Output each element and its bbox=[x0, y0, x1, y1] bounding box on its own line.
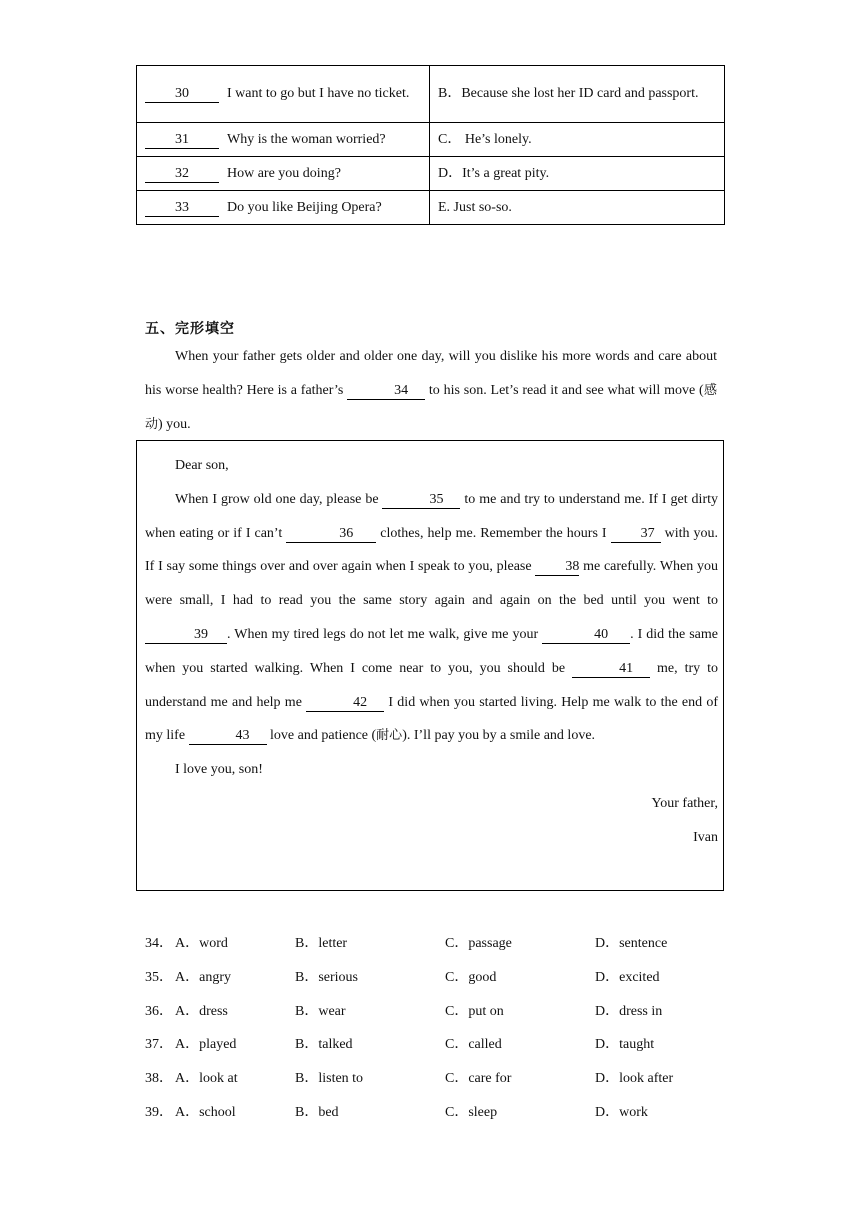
option-d[interactable]: D．dress in bbox=[595, 1003, 663, 1019]
blank-40[interactable]: 40 bbox=[542, 627, 630, 644]
option-d[interactable]: D．excited bbox=[595, 969, 660, 985]
option-d[interactable]: D．look after bbox=[595, 1071, 674, 1087]
cjk-gloss: 感动 bbox=[145, 383, 717, 432]
table-row bbox=[137, 123, 725, 157]
letter-text-run: . I did the same when you started walking. When I come near to you, you should be bbox=[145, 626, 718, 676]
option-b[interactable]: B．listen to bbox=[295, 1071, 364, 1087]
answer-blank[interactable]: 30 bbox=[145, 86, 219, 103]
cjk-gloss: 耐心 bbox=[376, 728, 403, 744]
question-number: 36． bbox=[145, 1003, 173, 1019]
option-a[interactable]: A．played bbox=[175, 1037, 237, 1053]
letter-text bbox=[145, 449, 718, 855]
option-c[interactable]: C．sleep bbox=[445, 1104, 498, 1120]
option-d[interactable]: D．work bbox=[595, 1104, 648, 1120]
option-c[interactable]: C．good bbox=[445, 969, 497, 985]
answer-cell: E. Just so-so. bbox=[430, 191, 725, 225]
intro-paragraph bbox=[145, 340, 717, 442]
option-row bbox=[145, 961, 725, 995]
question-text: How are you doing? bbox=[227, 165, 341, 181]
blank-38[interactable]: 38 bbox=[535, 559, 579, 576]
option-d[interactable]: D．taught bbox=[595, 1037, 655, 1053]
option-c[interactable]: C．called bbox=[445, 1037, 502, 1053]
letter-text-run: . When my tired legs do not let me walk, give me your bbox=[227, 626, 539, 642]
options-list bbox=[145, 927, 725, 1130]
question-text: Why is the woman worried? bbox=[227, 131, 386, 147]
answer-blank[interactable]: 31 bbox=[145, 132, 219, 149]
question-cell bbox=[137, 157, 430, 191]
answer-blank[interactable]: 32 bbox=[145, 166, 219, 183]
question-cell bbox=[137, 66, 430, 123]
blank-36[interactable]: 36 bbox=[286, 526, 376, 543]
table-row bbox=[137, 157, 725, 191]
letter-text-run: me carefully. When you were small, I had to read you the same story again and again on the bed until you went to bbox=[145, 559, 719, 609]
option-b[interactable]: B．bed bbox=[295, 1104, 339, 1120]
blank-34[interactable]: 34 bbox=[347, 383, 425, 400]
option-row bbox=[145, 1062, 725, 1096]
question-number: 38． bbox=[145, 1071, 173, 1087]
option-row bbox=[145, 995, 725, 1029]
blank-37[interactable]: 37 bbox=[611, 526, 661, 543]
option-b[interactable]: B．talked bbox=[295, 1037, 353, 1053]
letter-text-run: When I grow old one day, please be bbox=[175, 491, 379, 507]
question-text: Do you like Beijing Opera? bbox=[227, 199, 382, 215]
option-row bbox=[145, 927, 725, 961]
matching-table bbox=[136, 65, 725, 225]
question-cell bbox=[137, 123, 430, 157]
section-title: 五、完形填空 bbox=[145, 321, 235, 337]
letter-greeting: Dear son, bbox=[175, 458, 229, 473]
question-number: 35． bbox=[145, 969, 173, 985]
intro-text: to his son. Let’s read it and see what will move ( bbox=[428, 383, 704, 398]
letter-text-run: to me and try to understand me. If I get dirty when eating or if I can’t bbox=[145, 491, 718, 541]
question-cell bbox=[137, 191, 430, 225]
letter-signature-line: Your father, bbox=[651, 795, 718, 811]
option-b[interactable]: B．letter bbox=[295, 936, 348, 951]
option-a[interactable]: A．look at bbox=[175, 1071, 238, 1087]
option-c[interactable]: C．passage bbox=[445, 936, 512, 951]
letter-text-run: love and patience ( bbox=[270, 728, 377, 744]
letter-body bbox=[145, 483, 718, 753]
letter-signature-name: Ivan bbox=[693, 829, 718, 845]
table-row bbox=[137, 66, 725, 123]
question-text: I want to go but I have no ticket. bbox=[227, 86, 410, 101]
letter-text-run: ). I’ll pay you by a smile and love. bbox=[402, 728, 596, 744]
table-row bbox=[137, 191, 725, 225]
option-b[interactable]: B．serious bbox=[295, 969, 358, 985]
question-number: 37． bbox=[145, 1037, 173, 1053]
intro-text: When your father gets older and older one day, will you dislike his more words and care about his worse health? Here is a father’s bbox=[145, 349, 717, 398]
question-number: 39． bbox=[145, 1104, 173, 1120]
option-a[interactable]: A．school bbox=[175, 1104, 236, 1120]
option-d[interactable]: D．sentence bbox=[595, 936, 668, 951]
option-c[interactable]: C．care for bbox=[445, 1071, 512, 1087]
letter-text-run: with you. If I say some things over and over again when I speak to you, please bbox=[145, 525, 719, 575]
letter-closing: I love you, son! bbox=[175, 762, 263, 778]
option-a[interactable]: A．dress bbox=[175, 1003, 228, 1019]
option-row bbox=[145, 1028, 725, 1062]
answer-cell: D．It’s a great pity. bbox=[430, 157, 725, 191]
option-row bbox=[145, 1096, 725, 1130]
option-b[interactable]: B．wear bbox=[295, 1003, 346, 1019]
option-a[interactable]: A．angry bbox=[175, 969, 231, 985]
answer-blank[interactable]: 33 bbox=[145, 200, 219, 217]
answer-cell: C． He’s lonely. bbox=[430, 123, 725, 157]
blank-43[interactable]: 43 bbox=[189, 728, 267, 745]
question-number: 34． bbox=[145, 936, 173, 951]
blank-39[interactable]: 39 bbox=[145, 627, 227, 644]
blank-41[interactable]: 41 bbox=[572, 661, 650, 678]
letter-box bbox=[136, 440, 724, 891]
option-a[interactable]: A．word bbox=[175, 936, 228, 951]
blank-42[interactable]: 42 bbox=[306, 695, 384, 712]
intro-text: ) you. bbox=[158, 417, 191, 432]
letter-text-run: clothes, help me. Remember the hours I bbox=[380, 525, 607, 541]
letter-text-run: I did when you started living. Help me walk to the end of my life bbox=[145, 694, 719, 744]
letter-text-run: me, try to understand me and help me bbox=[145, 660, 719, 710]
blank-35[interactable]: 35 bbox=[382, 492, 460, 509]
option-c[interactable]: C．put on bbox=[445, 1003, 504, 1019]
answer-cell: B．Because she lost her ID card and passport. bbox=[430, 66, 725, 123]
